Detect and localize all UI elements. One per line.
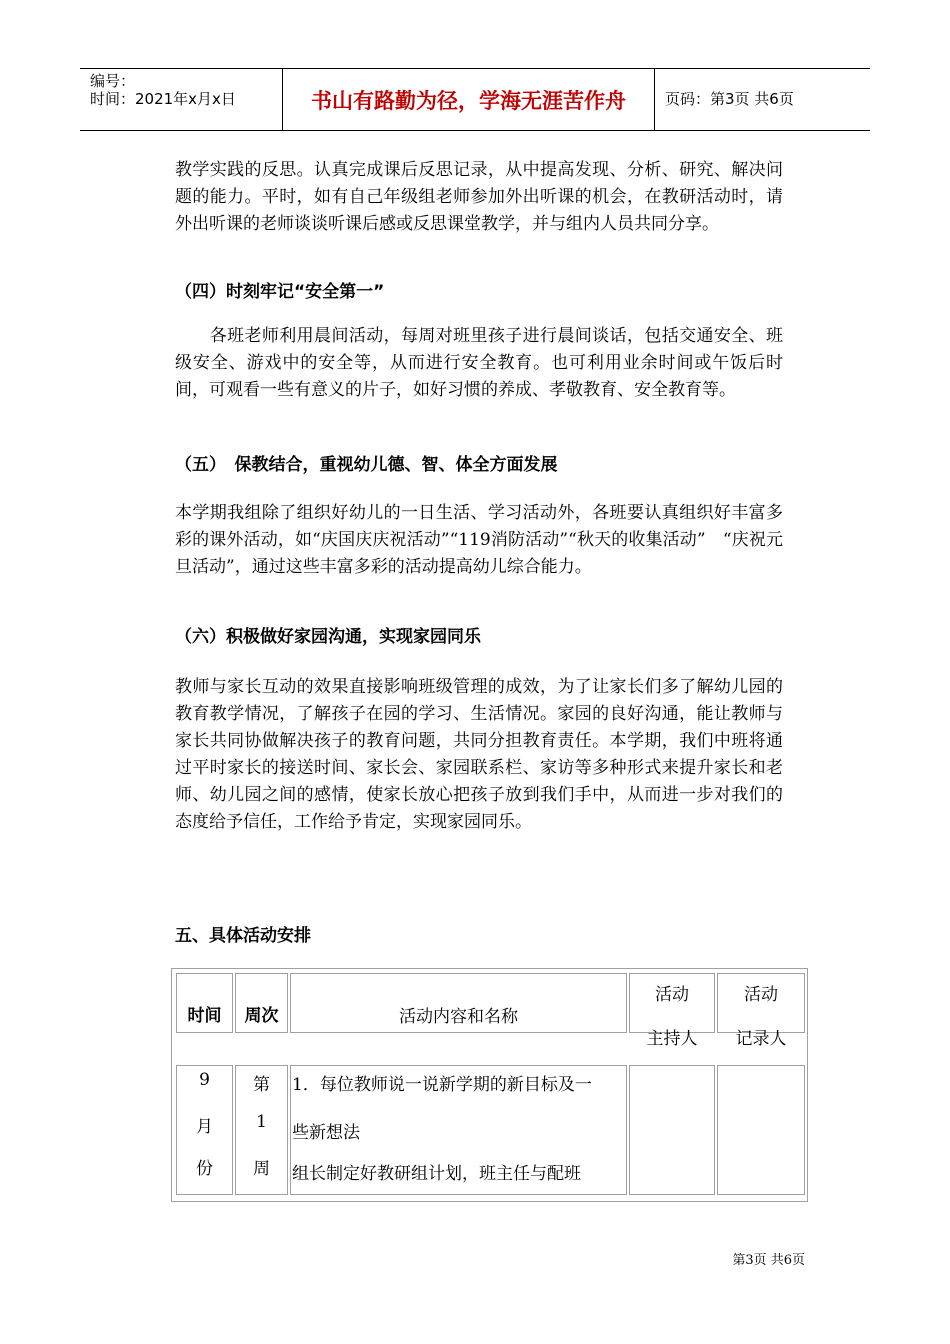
table-header-week-text: 周次 [244, 1006, 279, 1026]
section-body-development: 本学期我组除了组织好幼儿的一日生活、学习活动外，各班要认真组织好丰富多彩的课外活动，如“庆国庆庆祝活动”“119消防活动”“秋天的收集活动” “庆祝元旦活动”，通过这些丰富多彩的活动提高幼儿综合能力。 [175, 503, 783, 577]
section-heading-home-school: （六）积极做好家园沟通，实现家园同乐 [175, 627, 481, 647]
table-header-content [290, 973, 627, 1033]
document-date-label: 时间：2021年x月x日 [90, 90, 236, 108]
header-motto-cell [282, 69, 655, 130]
table-header-content-text: 活动内容和名称 [399, 1007, 518, 1027]
intro-paragraph: 教学实践的反思。认真完成课后反思记录，从中提高发现、分析、研究、解决问题的能力。平时，如有自己年级组老师参加外出听课的机会，在教研活动时，请外出听课的老师谈谈听课后感或反思课堂教学，并与组内人员共同分享。 [175, 160, 783, 234]
time-char: 9 [199, 1070, 210, 1090]
page-footer: 第3页 共6页 [732, 1253, 805, 1268]
table-cell-recorder [717, 1065, 805, 1195]
time-char: 月 [196, 1117, 213, 1137]
week-char: 周 [253, 1159, 270, 1179]
table-header-recorder-line1: 活动 [744, 985, 778, 1005]
content-line: 1．每位教师说一说新学期的新目标及一 [292, 1075, 592, 1095]
schedule-heading: 五、具体活动安排 [175, 926, 311, 946]
table-header-host-line1: 活动 [655, 985, 689, 1005]
table-header-host-line2: 主持人 [646, 1029, 698, 1049]
section-heading-development: （五） 保教结合，重视幼儿德、智、体全方面发展 [175, 455, 558, 475]
table-cell-content [290, 1065, 627, 1195]
table-header-recorder-line2: 记录人 [735, 1029, 787, 1049]
activity-schedule-table [171, 968, 808, 1202]
section-body-home-school: 教师与家长互动的效果直接影响班级管理的成效，为了让家长们多了解幼儿园的教育教学情况，了解孩子在园的学习、生活情况。家园的良好沟通，能让教师与家长共同协做解决孩子的教育问题，共同分担教育责任。本学期，我们中班将通过平时家长的接送时间、家长会、家园联系栏、家访等多种形式来提升家长和老师、幼儿园之间的感情，使家长放心把孩子放到我们手中，从而进一步对我们的态度给予信任，工作给予肯定，实现家园同乐。 [175, 677, 783, 832]
header-info-cell [80, 69, 282, 130]
content-line: 些新想法 [292, 1123, 360, 1143]
table-cell-time [176, 1065, 233, 1195]
time-char: 份 [196, 1159, 213, 1179]
section-heading-safety: （四）时刻牢记“安全第一” [175, 282, 385, 302]
week-char: 第 [253, 1075, 270, 1095]
week-char: 1 [256, 1112, 267, 1132]
page-header [80, 68, 870, 131]
document-code-label: 编号： [90, 72, 136, 90]
table-cell-week [235, 1065, 288, 1195]
table-header-time [176, 973, 233, 1033]
section-body-safety: 各班老师利用晨间活动，每周对班里孩子进行晨间谈话，包括交通安全、班级安全、游戏中的安全等，从而进行安全教育。也可利用业余时间或午饭后时间，可观看一些有意义的片子，如好习惯的养成、孝敬教育、安全教育等。 [175, 326, 783, 400]
table-header-week [235, 973, 288, 1033]
table-header-time-text: 时间 [187, 1006, 222, 1026]
table-cell-host [629, 1065, 715, 1195]
header-motto: 书山有路勤为径，学海无涯苦作舟 [311, 89, 626, 113]
table-header-host [629, 973, 715, 1049]
table-header-recorder [717, 973, 805, 1049]
header-page-cell [655, 69, 870, 130]
content-line: 组长制定好教研组计划，班主任与配班 [292, 1164, 581, 1184]
header-page-number: 页码：第3页 共6页 [665, 90, 794, 108]
